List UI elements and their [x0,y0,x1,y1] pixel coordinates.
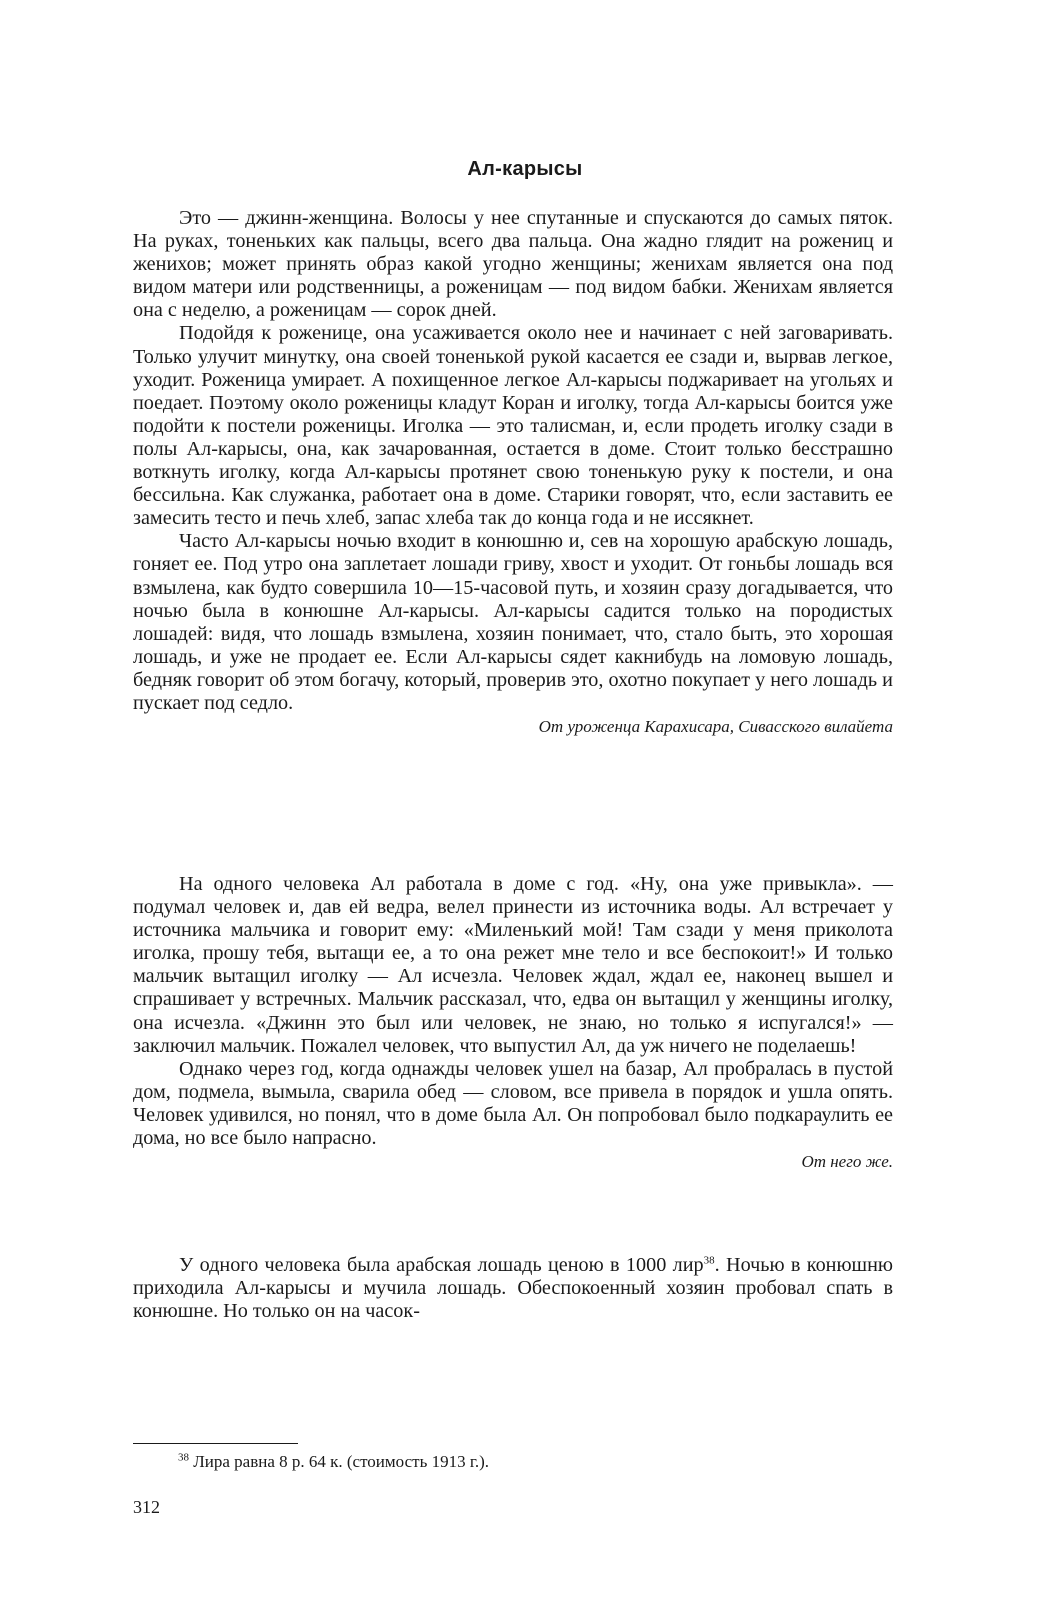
paragraph: На одного человека Ал работала в доме с год. «Ну, она уже привыкла». — подумал человек и, дав ей ведра, велел принести из источника воды. Ал встречает у источника мальчика и говорит ему: «Миленький мой! Там сзади у меня приколота иголка, прошу тебя, вытащи ее, а то она режет мне тело и все беспокоит!» И только мальчик вытащил иголку — Ал исчезла. Человек ждал, ждал ее, наконец вышел и спрашивает у встречных. Мальчик рассказал, что, едва он вытащил у женщины иголку, она исчезла. «Джинн это был или человек, не знаю, но только я испугался!» — заключил мальчик. Пожалел человек, что выпустил Ал, да уж ничего не поделаешь! [133,873,893,1057]
paragraph-text: У одного человека была арабская лошадь ценою в 1000 лир [179,1254,704,1276]
paragraph: Это — джинн-женщина. Волосы у нее спутанные и спускаются до самых пяток. На руках, тоненьких как пальцы, всего два пальца. Она жадно глядит на рожениц и женихов; может принять образ какой угодно женщины; женихам является она под видом матери или родственницы, а роженицам — под видом бабки. Женихам является она с неделю, а роженицам — сорок дней. [133,207,893,322]
footnote-divider [133,1443,298,1444]
footnote-number: 38 [178,1451,189,1464]
section-2 [133,873,893,1173]
paragraph-text: . Ночью в конюшню приходила Ал-карысы и мучила лошадь. Обеспокоенный хозяин пробовал спать в конюшне. Но только он на часок- [133,1254,893,1323]
footnote-reference: 38 [703,1254,715,1267]
source-attribution: От него же. [801,1152,893,1172]
section-3 [133,1254,893,1323]
footnote-text: Лира равна 8 р. 64 к. (стоимость 1913 г.). [193,1452,490,1471]
paragraph: Подойдя к роженице, она усаживается около нее и начинает с ней заговаривать. Только улучит минутку, она своей тоненькой рукой касается ее сзади и, вырвав легкое, уходит. Роженица умирает. А похищенное легкое Ал-карысы поджаривает на угольях и поедает. Поэтому около роженицы кладут Коран и иголку, тогда Ал-карысы боится уже подойти к постели роженицы. Иголка — это талисман, и, если продеть иголку сзади в полы Ал-карысы, она, как зачарованная, остается в доме. Стоит только бесстрашно воткнуть иголку, когда Ал-карысы протянет свою тоненькую руку к постели, и она бессильна. Как служанка, работает она в доме. Старики говорят, что, если заставить ее замесить тесто и печь хлеб, запас хлеба так до конца года и не иссякнет. [133,322,893,530]
section-1 [133,207,893,738]
paragraph: Однако через год, когда однажды человек ушел на базар, Ал пробралась в пустой дом, подмела, вымыла, сварила обед — словом, все привела в порядок и ушла опять. Человек удивился, но понял, что в доме была Ал. Он попробовал было подкараулить ее дома, но все было напрасно. [133,1057,893,1150]
page-heading: Ал-карысы [467,158,583,180]
paragraph: Часто Ал-карысы ночью входит в конюшню и, сев на хорошую арабскую лошадь, гоняет ее. Под утро она заплетает лошади гриву, хвост и уходит. От гоньбы лошадь вся взмылена, как будто совершила 10—15-часовой путь, и хозяин сразу догадывается, что ночью была в конюшне Ал-карысы. Ал-карысы садится только на породистых лошадей: видя, что лошадь взмылена, хозяин понимает, что, стало быть, это хорошая лошадь, и уже не продает ее. Если Ал-карысы сядет какнибудь на ломовую лошадь, бедняк говорит об этом богачу, который, проверив это, охотно покупает у него лошадь и пускает под седло. [133,530,893,714]
footnote [178,1452,489,1472]
page-number: 312 [133,1497,160,1517]
paragraph [133,1254,893,1323]
source-attribution: От уроженца Карахисара, Сивасского вилайета [538,717,893,737]
